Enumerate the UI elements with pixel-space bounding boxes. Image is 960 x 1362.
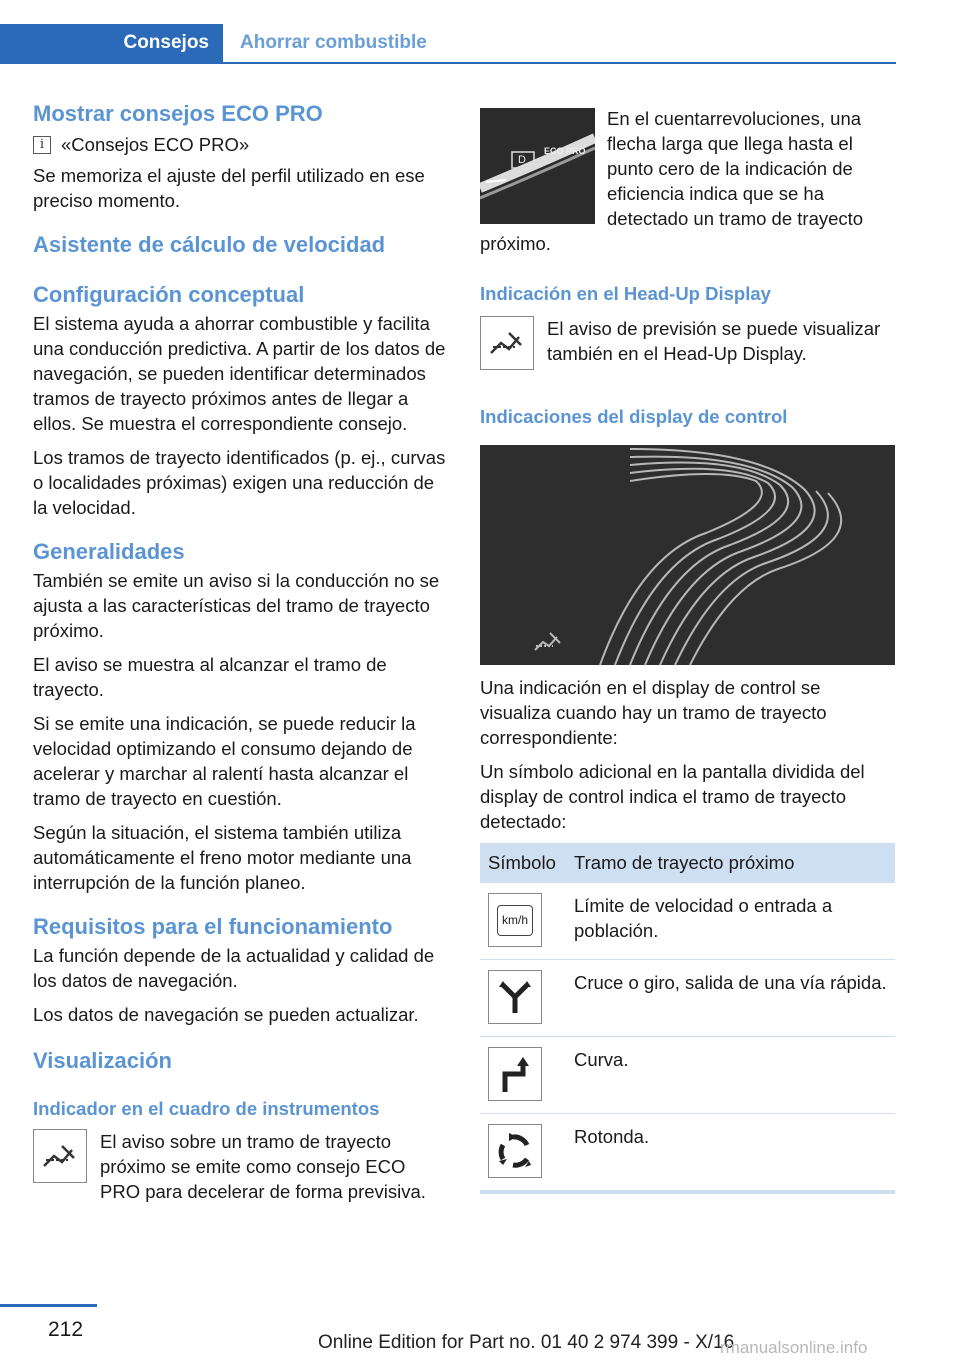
junction-icon xyxy=(488,970,542,1024)
para-hud: El aviso de previsión se puede visualizar también en el Head-Up Display. xyxy=(547,318,881,364)
edition-text: Online Edition for Part no. 01 40 2 974 399 - X/16 xyxy=(318,1332,735,1353)
para-gen-2: El aviso se muestra al alcanzar el tramo de trayecto. xyxy=(33,654,387,700)
para-req-2: Los datos de navegación se pueden actualizar. xyxy=(33,1004,419,1025)
speed-limit-text: km/h xyxy=(497,905,533,936)
table-row xyxy=(480,1037,895,1114)
menu-path-text: «Consejos ECO PRO» xyxy=(61,134,250,155)
tachometer-graphic xyxy=(480,108,595,224)
heading-cuadro: Indicador en el cuadro de instrumentos xyxy=(33,1098,380,1119)
heading-configuracion: Configuración conceptual xyxy=(33,282,305,307)
curve-icon xyxy=(488,1047,542,1101)
header-tabbar xyxy=(0,24,896,64)
tab-consejos[interactable]: Consejos xyxy=(0,24,223,62)
eco-warning-icon xyxy=(33,1129,87,1183)
heading-requisitos: Requisitos para el funcionamiento xyxy=(33,914,393,939)
cluster-label: ECO PRO xyxy=(544,146,586,156)
menu-path xyxy=(33,132,447,157)
para-display-2: Un símbolo adicional en la pantalla dividida del display de control indica el tramo de trayecto detectado: xyxy=(480,761,865,832)
col-header-tramo: Tramo de trayecto próximo xyxy=(566,843,895,883)
heading-display-control: Indicaciones del display de control xyxy=(480,406,788,427)
table-row xyxy=(480,960,895,1037)
cuadro-row xyxy=(33,1129,447,1213)
para-tramos: Los tramos de trayecto identificados (p. ej., curvas o localidades próximas) exigen una reducción de la velocidad. xyxy=(33,447,446,518)
para-cuadro: El aviso sobre un tramo de trayecto próximo se emite como consejo ECO PRO para decelerar de forma previsiva. xyxy=(100,1131,426,1202)
heading-eco-pro: Mostrar consejos ECO PRO xyxy=(33,101,323,126)
heading-generalidades: Generalidades xyxy=(33,539,185,564)
row-text: Curva. xyxy=(566,1037,895,1114)
speed-limit-icon xyxy=(488,893,542,947)
page-number: 212 xyxy=(48,1318,84,1341)
para-gen-1: También se emite un aviso si la conducción no se ajusta a las características del tramo de trayecto próximo. xyxy=(33,570,440,641)
table-row xyxy=(480,1114,895,1193)
right-column xyxy=(480,106,895,1194)
watermark: rmanualsonline.info xyxy=(720,1338,868,1357)
heading-asistente: Asistente de cálculo de velocidad xyxy=(33,232,386,257)
info-icon: i xyxy=(33,136,51,154)
col-header-simbolo: Símbolo xyxy=(480,843,566,883)
control-display-image xyxy=(480,445,895,665)
para-display-1: Una indicación en el display de control se visualiza cuando hay un tramo de trayecto correspondiente: xyxy=(480,677,827,748)
para-gen-3: Si se emite una indicación, se puede reducir la velocidad optimizando el consumo dejando de acelerar y marchar al ralentí hasta alcanzar el tramo de trayecto en cuestión. xyxy=(33,713,416,809)
road-curve-graphic xyxy=(480,445,895,665)
row-text: Límite de velocidad o entrada a población. xyxy=(566,883,895,960)
row-text: Rotonda. xyxy=(566,1114,895,1193)
para-config: El sistema ayuda a ahorrar combustible y facilita una conducción predictiva. A partir de los datos de navegación, se pueden identificar determinados tramos de trayecto próximos antes de llegar a ellos. Se muestra el correspondiente consejo. xyxy=(33,313,446,434)
table-row xyxy=(480,883,895,960)
para-eco: Se memoriza el ajuste del perfil utilizado en ese preciso momento. xyxy=(33,165,425,211)
para-gen-4: Según la situación, el sistema también utiliza automáticamente el freno motor mediante una interrupción de la función planeo. xyxy=(33,822,412,893)
row-text: Cruce o giro, salida de una vía rápida. xyxy=(566,960,895,1037)
heading-visualizacion: Visualización xyxy=(33,1048,172,1073)
roundabout-icon xyxy=(488,1124,542,1178)
para-req-1: La función depende de la actualidad y calidad de los datos de navegación. xyxy=(33,945,435,991)
heading-hud: Indicación en el Head-Up Display xyxy=(480,283,771,304)
hud-warning-icon xyxy=(480,316,534,370)
left-column xyxy=(33,100,447,1213)
para-cuentarevoluciones: En el cuentarrevoluciones, una flecha larga que llega hasta el punto cero de la indicación de eficiencia indica que se ha detectado un tramo de trayecto próximo. xyxy=(480,108,864,254)
cluster-gear: D xyxy=(518,154,526,166)
tab-ahorrar-combustible[interactable]: Ahorrar combustible xyxy=(240,32,427,53)
footer-rule xyxy=(0,1304,97,1307)
cluster-image xyxy=(480,108,595,224)
hud-row xyxy=(480,316,895,375)
symbol-table xyxy=(480,843,895,1194)
